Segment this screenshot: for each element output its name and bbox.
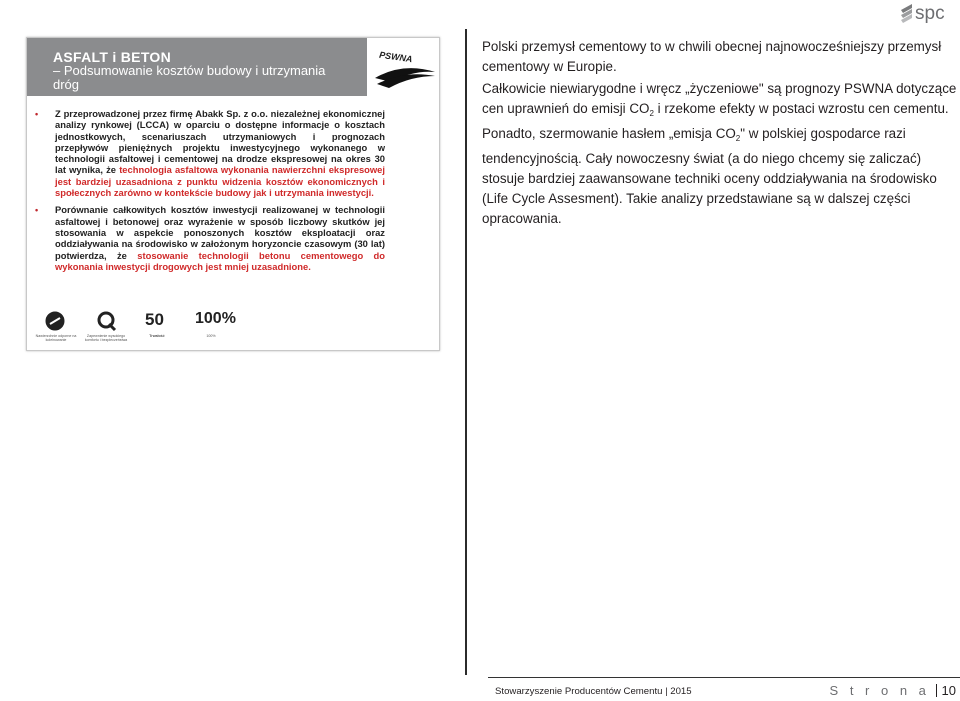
slide-icon-row — [33, 310, 273, 346]
slide-bullet-2 — [33, 204, 385, 272]
paragraph-2-part-a: Całkowicie niewiarygodne i wręcz „życzeniowe" są prognozy PSWNA dotyczące cen uprawnień do emisji CO — [482, 81, 957, 116]
bullet-dot-icon: • — [35, 109, 39, 119]
bullet-dot-icon: • — [35, 205, 39, 216]
fifty-icon: 50 — [145, 310, 164, 329]
paragraph-2-part-b: i rzekome efekty w postaci wzrostu cen cementu. Ponadto, szermowanie hasłem „emisja CO — [482, 101, 949, 141]
slide-bullet-2-text: Porównanie całkowitych kosztów inwestycji realizowanej w technologii asfaltowej i betonowej oraz wyrażenie w sposób liczbowy skutków jej stosowania w aspekcie ponoszonych kosztów eksploatacji oraz oddziaływania na środowisko w założonym horyzoncie czasowym (30 lat) potwierdza, że — [55, 204, 385, 261]
slide-body — [33, 108, 385, 278]
quality-caption: Zapewnienie wysokiego komfortu i bezpieczeństwa — [84, 334, 128, 342]
fifty-caption: Trwałość — [149, 334, 165, 338]
spc-logo — [898, 0, 960, 28]
column-divider — [465, 29, 467, 675]
pswna-logo-text: PSWNA — [378, 49, 414, 65]
co2-subscript: 2 — [649, 109, 654, 118]
footer-page-number: 10 — [941, 683, 956, 698]
spc-logo-mark-icon — [901, 4, 912, 23]
footer-rule — [488, 677, 960, 678]
pswna-logo — [373, 48, 439, 90]
slide-bullet-1-highlight: technologia asfaltowa wykonania nawierzchni ekspresowej jest bardziej uzasadniona z punktu widzenia kosztów ekonomicznych i społecznych zarówno w kontekście budowy jak i utrzymania inwestycji. — [55, 164, 386, 199]
footer-strona-label: S t r o n a — [829, 683, 930, 698]
slide-bullet-2-highlight: stosowanie technologii betonu cementowego do wykonania inwestycji drogowych jest mniej uzasadnione. — [55, 249, 386, 272]
slide-bullet-1-text: Z przeprowadzonej przez firmę Abakk Sp. z o.o. niezależnej ekonomicznej analizy rynkowej (LCCA) w oparciu o dostępne informacje o kosztach jednostkowych, scenariuszach utrzymaniowych i prognozach przepływów pieniężnych projektu inwestycyjnego wykonanego w technologii asfaltowej i cementowej na drodze ekspresowej na okres 30 lat wynika, że — [55, 108, 385, 176]
spc-logo-text: spc — [915, 3, 945, 24]
no-rut-icon — [43, 310, 67, 337]
footer-separator — [936, 684, 937, 697]
paragraph-2 — [482, 79, 958, 229]
no-rut-caption: Nawierzchnie odporne na koleinowanie — [35, 334, 77, 342]
paragraph-2-part-c: " w polskiej gospodarce razi tendencyjnością. Cały nowoczesny świat (a do niego chcemy się zaliczać) stosuje bardziej zaawansowane techniki oceny oddziaływania na środowisko (Life Cycle Assesment). Takie analizy przedstawiane są w dalszej części opracowania. — [482, 126, 937, 226]
paragraph-1: Polski przemysł cementowy to w chwili obecnej najnowocześniejszy przemysł cementowy w Europie. — [482, 39, 942, 74]
slide-bullet-1 — [33, 108, 385, 198]
hundred-icon: 100% — [195, 310, 236, 327]
slide-subtitle: – Podsumowanie kosztów budowy i utrzymania dróg — [53, 63, 326, 92]
footer-page — [830, 683, 956, 698]
slide-header — [27, 38, 367, 96]
hundred-caption: 100% — [206, 334, 216, 338]
quality-icon — [93, 310, 119, 337]
slide-image — [26, 37, 440, 351]
co2-subscript: 2 — [735, 134, 741, 143]
slide-title: ASFALT i BETON — [53, 49, 172, 65]
footer-org: Stowarzyszenie Producentów Cementu | 2015 — [495, 686, 692, 697]
